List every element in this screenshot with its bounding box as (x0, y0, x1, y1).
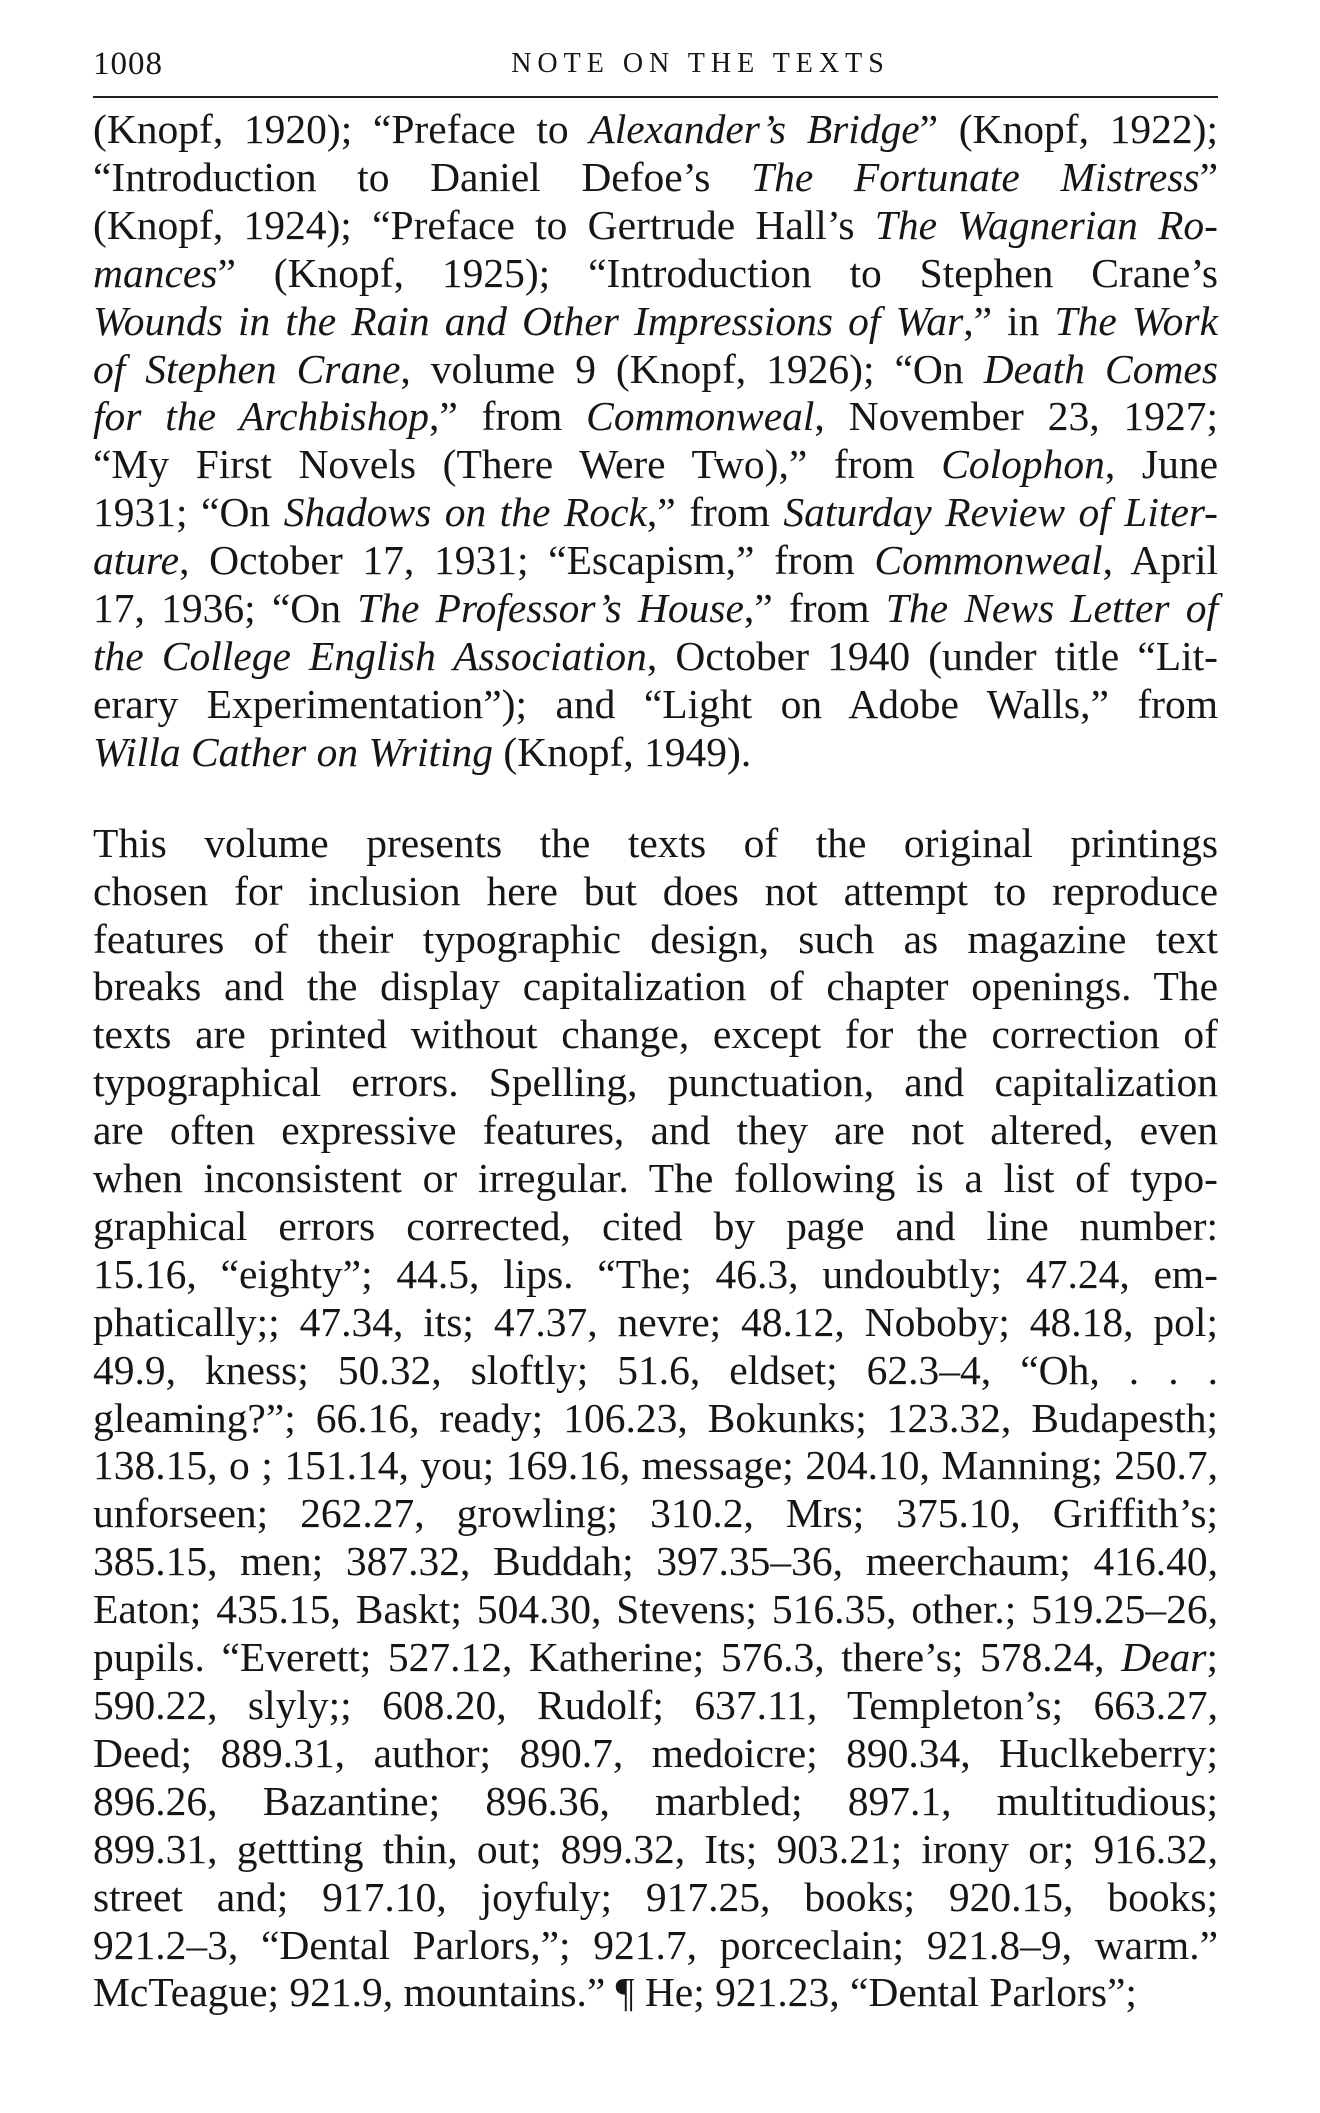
text-run: ,” from (428, 393, 587, 440)
text-line (93, 298, 1218, 346)
text-run: 15.16, “eighty”; 44.5, lips. “The; 46.3, undoubtly; 47.24, em- (93, 1250, 1218, 1297)
text-line (93, 154, 1218, 202)
text-line (93, 868, 1218, 916)
text-line (93, 1634, 1218, 1682)
text-run: 921.2–3, “Dental Parlors,”; 921.7, porceclain; 921.8–9, warm.” (93, 1921, 1218, 1968)
text-line (93, 1442, 1218, 1490)
text-run: phatically;; 47.34, its; 47.37, nevre; 48.12, Noboby; 48.18, pol; (93, 1298, 1218, 1345)
text-run: , November 23, 1927; (814, 393, 1218, 440)
italic-title-run: The Professor’s House (357, 585, 744, 632)
text-line (93, 1395, 1218, 1443)
text-run: Eaton; 435.15, Baskt; 504.30, Stevens; 516.35, other.; 519.25–26, (93, 1586, 1218, 1633)
text-run: ” (1199, 153, 1218, 200)
text-run: 1931; “On (93, 489, 284, 536)
text-run: gleaming?”; 66.16, ready; 106.23, Bokunks; 123.32, Budapesth; (93, 1394, 1218, 1441)
italic-title-run: ature (93, 537, 180, 584)
italic-title-run: Wounds in the Rain and Other Impressions of War (93, 297, 964, 344)
text-run: , October 17, 1931; “Escapism,” from (179, 537, 875, 584)
text-run: Deed; 889.31, author; 890.7, medoicre; 890.34, Huclkeberry; (93, 1729, 1218, 1776)
text-run: , volume 9 (Knopf, 1926); “On (400, 345, 984, 392)
italic-title-run: for the Archbishop (93, 393, 429, 440)
text-line (93, 916, 1218, 964)
text-run: McTeague; 921.9, mountains.” ¶ He; 921.23, “Dental Parlors”; (93, 1969, 1137, 2016)
italic-title-run: Commonweal (874, 537, 1103, 584)
text-line (93, 1874, 1218, 1922)
text-run: when inconsistent or irregular. The following is a list of typo- (93, 1155, 1218, 1202)
text-run: 590.22, slyly;; 608.20, Rudolf; 637.11, Templeton’s; 663.27, (93, 1682, 1218, 1728)
text-line (93, 441, 1218, 489)
text-run: ” (Knopf, 1922); (919, 106, 1218, 152)
italic-title-run: Shadows on the Rock (283, 489, 647, 536)
text-run: ,” in (963, 297, 1055, 344)
text-run: typographical errors. Spelling, punctuation, and capitalization (93, 1059, 1218, 1106)
text-line (93, 1299, 1218, 1347)
italic-title-run: The News Letter of (885, 585, 1219, 632)
text-line (93, 1730, 1218, 1778)
text-run: , June (1104, 441, 1218, 488)
italic-title-run: The Wagnerian Ro- (874, 201, 1218, 248)
italic-title-run: Death Comes (983, 345, 1218, 392)
text-run: (Knopf, 1949). (493, 728, 752, 775)
text-run: are often expressive features, and they are not altered, even (93, 1107, 1218, 1154)
text-line (93, 346, 1218, 394)
text-line (93, 489, 1218, 537)
text-line (93, 963, 1218, 1011)
italic-title-run: The Work (1054, 297, 1218, 344)
text-line (93, 106, 1218, 154)
text-run: breaks and the display capitalization of chapter openings. The (93, 963, 1218, 1010)
text-line (93, 1155, 1218, 1203)
text-line (93, 729, 1218, 777)
text-run: 896.26, Bazantine; 896.36, marbled; 897.1, multitudious; (93, 1777, 1218, 1824)
italic-title-run: The Fortunate Mistress (751, 153, 1200, 200)
body-paragraph (93, 820, 1218, 2018)
text-line (93, 1682, 1218, 1730)
text-line (93, 681, 1218, 729)
page-header (93, 46, 1218, 98)
italic-title-run: mances (93, 249, 218, 296)
text-run: (Knopf, 1920); “Preface to (93, 106, 590, 152)
text-line (93, 1538, 1218, 1586)
text-run: 899.31, gettting thin, out; 899.32, Its; 903.21; irony or; 916.32, (93, 1825, 1218, 1872)
text-run: features of their typographic design, such as magazine text (93, 915, 1218, 962)
page-number: 1008 (93, 46, 163, 82)
text-line (93, 1490, 1218, 1538)
body-paragraph (93, 106, 1218, 777)
running-head: NOTE ON THE TEXTS (511, 48, 890, 79)
text-run: ” (Knopf, 1925); “Introduction to Stephen Crane’s (217, 249, 1218, 296)
text-run: graphical errors corrected, cited by page and line number: (93, 1202, 1218, 1249)
italic-title-run: Commonweal (586, 393, 815, 440)
text-run: ,” from (743, 585, 886, 632)
text-line (93, 1969, 1218, 2017)
text-run: 17, 1936; “On (93, 585, 358, 632)
text-line (93, 1203, 1218, 1251)
text-run: 49.9, kness; 50.32, sloftly; 51.6, eldset; 62.3–4, “Oh, . . . (93, 1346, 1218, 1393)
text-line (93, 1826, 1218, 1874)
text-line (93, 202, 1218, 250)
text-run: This volume presents the texts of the original printings (93, 819, 1218, 866)
text-line (93, 820, 1218, 868)
italic-title-run: Saturday Review of Liter- (783, 489, 1219, 536)
text-run: (Knopf, 1924); “Preface to Gertrude Hall’s (93, 201, 875, 248)
text-line (93, 1586, 1218, 1634)
text-run: erary Experimentation”); and “Light on Adobe Walls,” from (93, 680, 1218, 727)
text-line (93, 537, 1218, 585)
text-run: chosen for inclusion here but does not attempt to reproduce (93, 867, 1218, 914)
text-line (93, 1778, 1218, 1826)
italic-title-run: Colophon (941, 441, 1105, 488)
text-run: texts are printed without change, except for the correction of (93, 1011, 1218, 1058)
text-run: ,” from (646, 489, 784, 536)
text-run: 138.15, o ; 151.14, you; 169.16, message; 204.10, Manning; 250.7, (93, 1442, 1218, 1489)
text-run: street and; 917.10, joyfuly; 917.25, books; 920.15, books; (93, 1873, 1218, 1920)
text-line (93, 1251, 1218, 1299)
italic-title-run: the College English Association (93, 632, 647, 679)
text-run: pupils. “Everett; 527.12, Katherine; 576.3, there’s; 578.24, (93, 1634, 1122, 1681)
text-line (93, 633, 1218, 681)
text-line (93, 250, 1218, 298)
text-run: , April (1102, 537, 1219, 584)
italic-title-run: Willa Cather on Writing (93, 728, 494, 775)
text-line (93, 393, 1218, 441)
text-line (93, 1059, 1218, 1107)
text-run: ; (1206, 1634, 1218, 1681)
text-run: “My First Novels (There Were Two),” from (93, 441, 942, 488)
text-line (93, 1922, 1218, 1970)
text-line (93, 585, 1218, 633)
text-run: unforseen; 262.27, growling; 310.2, Mrs; 375.10, Griffith’s; (93, 1490, 1218, 1537)
document-page (93, 46, 1218, 2017)
text-run: “Introduction to Daniel Defoe’s (93, 153, 751, 200)
italic-title-run: of Stephen Crane (93, 345, 401, 392)
text-line (93, 1107, 1218, 1155)
italic-title-run: Alexander’s Bridge (589, 106, 920, 152)
text-line (93, 1347, 1218, 1395)
italic-title-run: Dear (1121, 1634, 1207, 1681)
text-line (93, 1011, 1218, 1059)
text-run: , October 1940 (under title “Lit- (646, 632, 1218, 679)
text-run: 385.15, men; 387.32, Buddah; 397.35–36, meerchaum; 416.40, (93, 1538, 1218, 1585)
